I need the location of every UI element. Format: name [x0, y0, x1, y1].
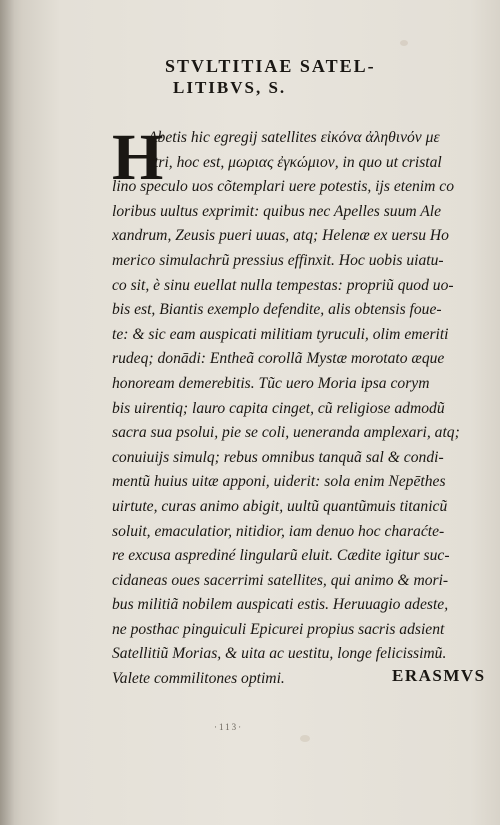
heading-line-2: LITIBVS, S. — [173, 78, 287, 97]
signature: ERASMVS — [392, 666, 486, 685]
text-line: merico simulachrũ pressius effinxit. Hoc uobis uiatu- — [112, 251, 444, 269]
text-line: xandrum, Zeusis pueri uuas, atq; Helenæ ex uersu Ho — [112, 227, 449, 245]
text-line: ne posthac pinguiculi Epicurei propius sacris adsient — [112, 620, 445, 638]
paper-stain — [300, 735, 310, 742]
text-line: soluit, emaculatior, nitidior, iam denuo hoc charaćte- — [112, 522, 445, 540]
text-line: bis est, Biantis exemplo defendite, alis obtensis foue- — [112, 301, 442, 319]
drop-initial: H — [112, 121, 164, 194]
folio-mark: ·113· — [214, 722, 244, 732]
text-line: honoream demerebitis. Tũc uero Moria ipsa corym — [112, 374, 430, 392]
text-line: Abetis hic egregij satellites εἰκόνα ἀληθινόν με — [148, 129, 440, 146]
text-line: bis uirentiq; lauro capita cinget, cũ religiose admodũ — [112, 399, 445, 417]
heading-line-1: STVLTITIAE SATEL- — [165, 56, 376, 76]
text-line: co sit, è sinu euellat nulla tempestas: propriũ quod uo- — [112, 276, 454, 294]
paper-stain — [400, 40, 408, 46]
text-line: uirtute, curas animo abigit, uultũ quantũmuis titanicũ — [112, 497, 448, 515]
text-line: Satellitiũ Morias, & uita ac uestitu, longe felicissimũ. — [112, 645, 447, 663]
text-line: lino speculo uos cõtemplari uere potestis, ijs etenim co — [112, 178, 454, 196]
text-line: cidaneas oues sacerrimi satellites, qui animo & mori- — [112, 571, 449, 589]
body-text — [112, 121, 478, 692]
text-line: conuiuijs simulq; rebus omnibus tanquã sal & condi- — [112, 448, 444, 466]
text-line: loribus uultus exprimit: quibus nec Apelles suum Ale — [112, 202, 442, 220]
text-line: sacra sua psolui, pie se coli, ueneranda amplexari, atq; — [112, 424, 460, 442]
text-line: re excusa asprediné lingularũ eluit. Cædite igitur suc- — [112, 547, 450, 565]
text-line: rudeq; donādi: Entheã corollã Mystæ morotato æque — [112, 350, 445, 368]
page-gutter-shadow — [0, 0, 14, 825]
text-line: te: & sic eam auspicati militiam tyruculi, olim emeriti — [112, 325, 449, 343]
text-line: bus militiã nobilem auspicati estis. Heruuagio adeste, — [112, 596, 449, 614]
text-line: Valete commilitones optimi. — [112, 670, 285, 688]
text-line: stri, hoc est, μωριας ἐγκώμιον, in quo ut cristal — [148, 153, 442, 171]
page-heading — [165, 55, 445, 99]
text-line: mentũ huius uitæ apponi, uiderit: sola enim Nepēthes — [112, 473, 446, 491]
